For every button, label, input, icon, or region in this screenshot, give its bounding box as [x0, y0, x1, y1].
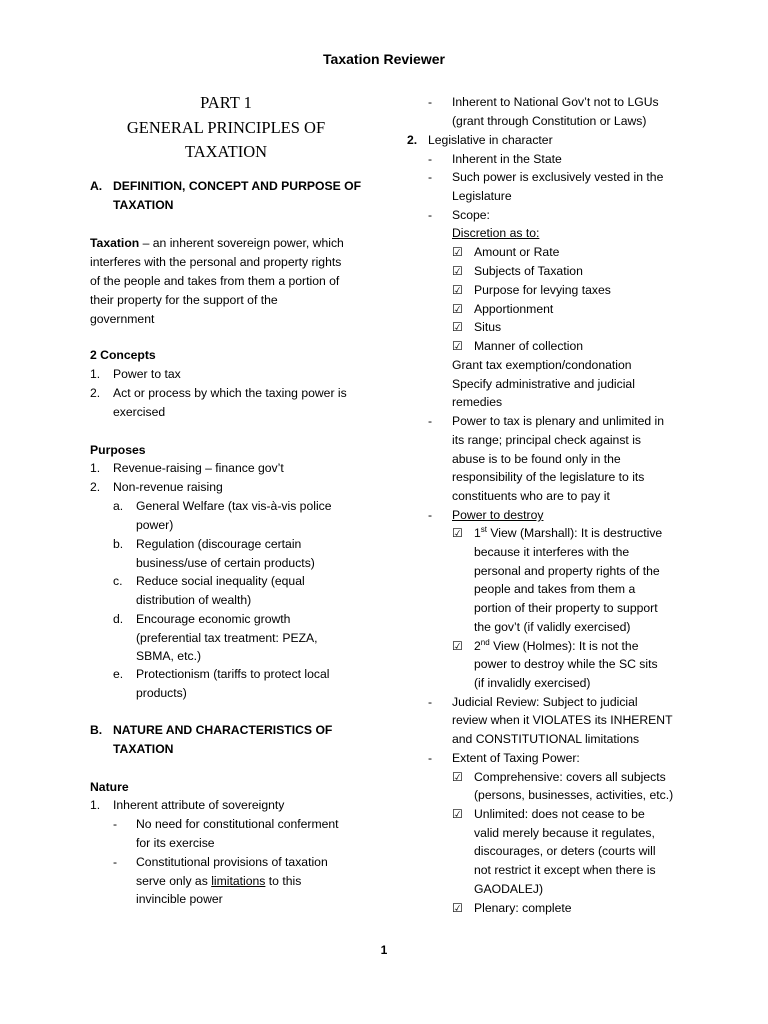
checkbox-icon: ☑ [452, 526, 463, 540]
section-b-marker: B. [90, 723, 103, 737]
dash-bullet: - [428, 152, 433, 166]
dash-bullet: - [428, 208, 433, 222]
list-item: Extent of Taxing Power: [452, 751, 580, 765]
list-letter: b. [113, 537, 124, 551]
check-item: 1st View (Marshall): It is destructive [474, 524, 663, 540]
list-letter: d. [113, 612, 124, 626]
concepts-heading: 2 Concepts [90, 348, 156, 362]
list-number: 1. [90, 367, 101, 381]
section-b-title: TAXATION [113, 742, 174, 756]
list-item: its range; principal check against is [452, 433, 642, 447]
dash-bullet: - [428, 414, 433, 428]
list-number: 2. [90, 386, 101, 400]
list-item: Judicial Review: Subject to judicial [452, 695, 638, 709]
checkbox-icon: ☑ [452, 807, 463, 821]
dash-bullet: - [113, 855, 118, 869]
list-item: Inherent attribute of sovereignty [113, 798, 285, 812]
list-item: invincible power [136, 892, 223, 906]
list-item: Power to tax [113, 367, 181, 381]
list-item: products) [136, 686, 187, 700]
list-item: Regulation (discourage certain [136, 537, 302, 551]
list-item: Grant tax exemption/condonation [452, 358, 632, 372]
section-a-title: TAXATION [113, 198, 174, 212]
list-number: 2. [407, 133, 418, 147]
list-item: Reduce social inequality (equal [136, 574, 305, 588]
part-heading [90, 91, 362, 165]
checkbox-icon: ☑ [452, 901, 463, 915]
check-item: discourages, or deters (courts will [474, 844, 656, 858]
list-item: distribution of wealth) [136, 593, 252, 607]
checkbox-icon: ☑ [452, 245, 463, 259]
check-item: not restrict it except when there is [474, 863, 656, 877]
list-item: Specify administrative and judicial [452, 377, 635, 391]
checkbox-icon: ☑ [452, 770, 463, 784]
check-item: Unlimited: does not cease to be [474, 807, 645, 821]
page-number: 1 [380, 943, 388, 957]
list-letter: c. [113, 574, 123, 588]
check-item: Comprehensive: covers all subjects [474, 770, 666, 784]
part-title-line-2: TAXATION [184, 142, 268, 161]
list-item: Constitutional provisions of taxation [136, 855, 328, 869]
list-item: Legislative in character [428, 133, 553, 147]
check-item: Manner of collection [474, 339, 584, 353]
list-item: (preferential tax treatment: PEZA, [136, 631, 318, 645]
check-item: Apportionment [474, 302, 554, 316]
check-item: valid merely because it regulates, [474, 826, 655, 840]
checkbox-icon: ☑ [452, 302, 463, 316]
list-item: Power to tax is plenary and unlimited in [452, 414, 665, 428]
check-item: GAODALEJ) [474, 882, 544, 896]
list-item: power) [136, 518, 174, 532]
section-a-marker: A. [90, 179, 103, 193]
checkbox-icon: ☑ [452, 639, 463, 653]
part-label: PART 1 [200, 93, 252, 112]
definition-line: of the people and takes from them a portion of [90, 274, 340, 288]
definition-line: their property for the support of the [90, 293, 278, 307]
list-item: Inherent in the State [452, 152, 562, 166]
definition-line: Taxation – an inherent sovereign power, which [90, 236, 344, 250]
list-item: No need for constitutional conferment [136, 817, 339, 831]
list-item: Revenue-raising – finance gov’t [113, 461, 284, 475]
checkbox-icon: ☑ [452, 339, 463, 353]
check-item: Amount or Rate [474, 245, 560, 259]
list-item: exercised [113, 405, 166, 419]
dash-bullet: - [428, 695, 433, 709]
check-item: the gov’t (if validly exercised) [474, 620, 631, 634]
check-item: 2nd View (Holmes): It is not the [474, 637, 639, 653]
list-item: abuse is to be found only in the [452, 452, 621, 466]
check-item: Purpose for levying taxes [474, 283, 611, 297]
list-item: General Welfare (tax vis-à-vis police [136, 499, 332, 513]
power-destroy-heading: Power to destroy [452, 508, 544, 522]
list-item: Encourage economic growth [136, 612, 291, 626]
dash-bullet: - [113, 817, 118, 831]
dash-bullet: - [428, 508, 433, 522]
list-item: Inherent to National Gov’t not to LGUs [452, 95, 659, 109]
list-item: for its exercise [136, 836, 215, 850]
check-item: Situs [474, 320, 502, 334]
check-item: personal and property rights of the [474, 564, 660, 578]
list-item: business/use of certain products) [136, 556, 315, 570]
check-item: Plenary: complete [474, 901, 572, 915]
check-item: (persons, businesses, activities, etc.) [474, 788, 674, 802]
list-number: 1. [90, 798, 101, 812]
list-number: 1. [90, 461, 101, 475]
check-item: (if invalidly exercised) [474, 676, 591, 690]
list-item: and CONSTITUTIONAL limitations [452, 732, 640, 746]
definition-line: interferes with the personal and property rights [90, 255, 342, 269]
definition-line: government [90, 312, 155, 326]
section-b-title: NATURE AND CHARACTERISTICS OF [113, 723, 333, 737]
checkbox-icon: ☑ [452, 283, 463, 297]
list-item: Scope: [452, 208, 490, 222]
dash-bullet: - [428, 95, 433, 109]
check-item: power to destroy while the SC sits [474, 657, 658, 671]
dash-bullet: - [428, 170, 433, 184]
limitations-link-text: limitations [211, 874, 266, 888]
list-item: constituents who are to pay it [452, 489, 610, 503]
page-title: Taxation Reviewer [323, 51, 445, 67]
list-letter: e. [113, 667, 124, 681]
list-item: (grant through Constitution or Laws) [452, 114, 647, 128]
section-a-title: DEFINITION, CONCEPT AND PURPOSE OF [113, 179, 362, 193]
list-item: serve only as limitations to this [136, 874, 302, 888]
check-item: people and takes from them a [474, 582, 636, 596]
part-title-line-1: GENERAL PRINCIPLES OF [126, 117, 326, 137]
list-item: responsibility of the legislature to its [452, 470, 645, 484]
definition-term: Taxation [90, 236, 140, 250]
list-item: Act or process by which the taxing power is [113, 386, 347, 400]
checkbox-icon: ☑ [452, 264, 463, 278]
list-number: 2. [90, 480, 101, 494]
list-item: remedies [452, 395, 503, 409]
dash-bullet: - [428, 751, 433, 765]
check-item: Subjects of Taxation [474, 264, 583, 278]
list-item: Non-revenue raising [113, 480, 223, 494]
check-item: portion of their property to support [474, 601, 658, 615]
nature-heading: Nature [90, 780, 129, 794]
list-item: Such power is exclusively vested in the [452, 170, 664, 184]
checkbox-icon: ☑ [452, 320, 463, 334]
discretion-heading: Discretion as to: [452, 226, 540, 240]
list-item: SBMA, etc.) [136, 649, 202, 663]
purposes-heading: Purposes [90, 443, 146, 457]
list-item: review when it VIOLATES its INHERENT [452, 713, 673, 727]
check-item: because it interferes with the [474, 545, 630, 559]
list-item: Legislature [452, 189, 512, 203]
list-item: Protectionism (tariffs to protect local [136, 667, 330, 681]
list-letter: a. [113, 499, 124, 513]
